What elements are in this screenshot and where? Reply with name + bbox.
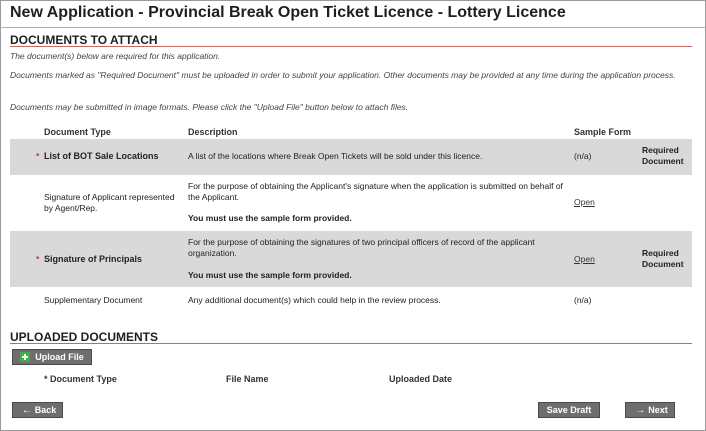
sample-form-note: You must use the sample form provided. <box>188 213 352 223</box>
save-draft-button[interactable] <box>538 402 600 418</box>
next-label: Next <box>648 405 668 415</box>
documents-section-rule <box>10 46 692 47</box>
sample-form-note: You must use the sample form provided. <box>188 270 352 280</box>
arrow-left-icon: ← <box>21 404 32 416</box>
document-row <box>10 176 692 230</box>
upload-file-button[interactable] <box>12 349 92 365</box>
arrow-right-icon: → <box>635 404 646 416</box>
sample-form-na: (n/a) <box>574 295 592 305</box>
intro-required-documents: Documents marked as "Required Document" must be uploaded in order to submit your application. Other documents may be provided at any time during the application process. <box>10 70 676 80</box>
page-title: New Application - Provincial Break Open Ticket Licence - Lottery Licence <box>10 4 566 21</box>
open-sample-form-link[interactable]: Open <box>574 197 595 207</box>
intro-required: The document(s) below are required for this application. <box>10 51 221 61</box>
back-label: Back <box>34 405 57 415</box>
title-divider <box>0 27 706 28</box>
uploaded-column-file-name: File Name <box>226 374 269 384</box>
column-header-description: Description <box>188 127 238 137</box>
column-header-document-type: Document Type <box>44 127 111 137</box>
required-star: * <box>36 254 40 264</box>
document-description: For the purpose of obtaining the Applicant's signature when the application is submitted on behalf of the Applicant. <box>188 181 563 202</box>
open-sample-form-link[interactable]: Open <box>574 254 595 264</box>
document-type: Supplementary Document <box>44 295 143 305</box>
required-document-label: Required Document <box>642 145 684 166</box>
document-description: A list of the locations where Break Open Tickets will be sold under this licence. <box>188 151 483 161</box>
uploaded-section-title: UPLOADED DOCUMENTS <box>10 330 159 344</box>
document-type: Signature of Applicant represented by Agent/Rep. <box>44 192 175 213</box>
documents-section-title: DOCUMENTS TO ATTACH <box>10 33 158 47</box>
uploaded-column-uploaded-date: Uploaded Date <box>389 374 453 384</box>
document-description: Any additional document(s) which could help in the review process. <box>188 295 441 305</box>
column-header-sample-form: Sample Form <box>574 127 632 137</box>
upload-file-label: Upload File <box>35 352 84 362</box>
sample-form-na: (n/a) <box>574 151 592 161</box>
required-document-label: Required Document <box>642 248 684 269</box>
plus-icon <box>20 352 30 362</box>
document-type: List of BOT Sale Locations <box>44 151 159 161</box>
document-row <box>10 139 692 175</box>
document-type: Signature of Principals <box>44 254 143 264</box>
uploaded-section-rule <box>10 343 692 344</box>
required-star: * <box>36 151 40 161</box>
intro-formats: Documents may be submitted in image formats. Please click the "Upload File" button below to attach files. <box>10 102 409 112</box>
document-description: For the purpose of obtaining the signatures of two principal officers of record of the applicant organization. <box>188 237 535 258</box>
document-row <box>10 288 692 312</box>
back-button[interactable] <box>12 402 63 418</box>
document-row <box>10 231 692 287</box>
save-draft-label: Save Draft <box>546 405 592 415</box>
next-button[interactable] <box>625 402 675 418</box>
uploaded-column-document-type: * Document Type <box>44 374 117 384</box>
